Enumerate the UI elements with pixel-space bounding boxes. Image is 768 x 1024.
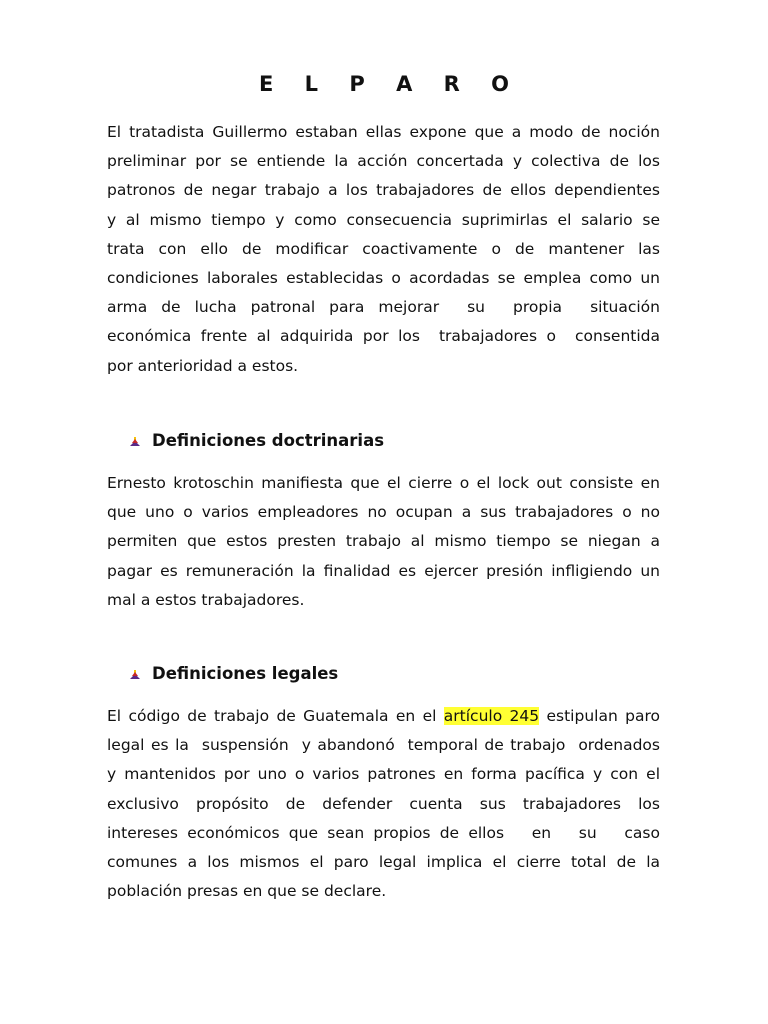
- section2-line: exclusivo propósito de defender cuenta sus trabajadores los: [107, 794, 660, 813]
- intro-paragraph: [107, 118, 660, 381]
- intro-line: patronos de negar trabajo a los trabajadores de ellos dependientes: [107, 181, 660, 200]
- section1-line: Ernesto krotoschin manifiesta que el cierre o el lock out consiste en: [107, 474, 660, 492]
- section1-paragraph: [107, 469, 660, 615]
- highlighted-article-reference: artículo 245: [443, 707, 540, 725]
- intro-line: arma de lucha patronal para mejorar su propia situación: [107, 298, 660, 317]
- intro-line: trata con ello de modificar coactivamente o de mantener las: [107, 239, 660, 258]
- intro-line: El tratadista Guillermo estaban ellas expone que a modo de noción: [107, 123, 660, 141]
- section2-line-first: [107, 702, 660, 731]
- section-heading-legales: [128, 664, 338, 683]
- intro-line: por anterioridad a estos.: [107, 356, 299, 375]
- section2-line: intereses económicos que sean propios de ellos en su caso: [107, 823, 660, 842]
- document-title: E L P A R O: [259, 72, 521, 96]
- section2-line-start: El código de trabajo de Guatemala en el: [107, 707, 444, 725]
- intro-line: económica frente al adquirida por los trabajadores o consentida: [107, 327, 660, 346]
- section1-line: permiten que estos presten trabajo al mismo tiempo se niegan a: [107, 532, 660, 551]
- section2-paragraph: [107, 702, 660, 906]
- bullet-arrow-icon: [128, 434, 142, 448]
- section2-line: legal es la suspensión y abandonó temporal de trabajo ordenados: [107, 736, 660, 755]
- section-heading-doctrinarias: [128, 431, 384, 450]
- section2-line-end: estipulan paro: [539, 707, 660, 725]
- section-heading-text: Definiciones doctrinarias: [152, 431, 385, 450]
- section2-line: comunes a los mismos el paro legal implica el cierre total de la: [107, 853, 660, 872]
- section-heading-text: Definiciones legales: [152, 664, 339, 683]
- bullet-arrow-icon: [128, 667, 142, 681]
- intro-line: condiciones laborales establecidas o acordadas se emplea como un: [107, 269, 660, 288]
- section1-line: pagar es remuneración la finalidad es ejercer presión infligiendo un: [107, 561, 660, 580]
- section2-line: y mantenidos por uno o varios patrones en forma pacífica y con el: [107, 765, 660, 784]
- intro-line: y al mismo tiempo y como consecuencia suprimirlas el salario se: [107, 210, 660, 229]
- section1-line: mal a estos trabajadores.: [107, 590, 305, 609]
- section1-line: que uno o varios empleadores no ocupan a sus trabajadores o no: [107, 503, 660, 522]
- intro-line: preliminar por se entiende la acción concertada y colectiva de los: [107, 152, 660, 171]
- section2-line: población presas en que se declare.: [107, 882, 387, 901]
